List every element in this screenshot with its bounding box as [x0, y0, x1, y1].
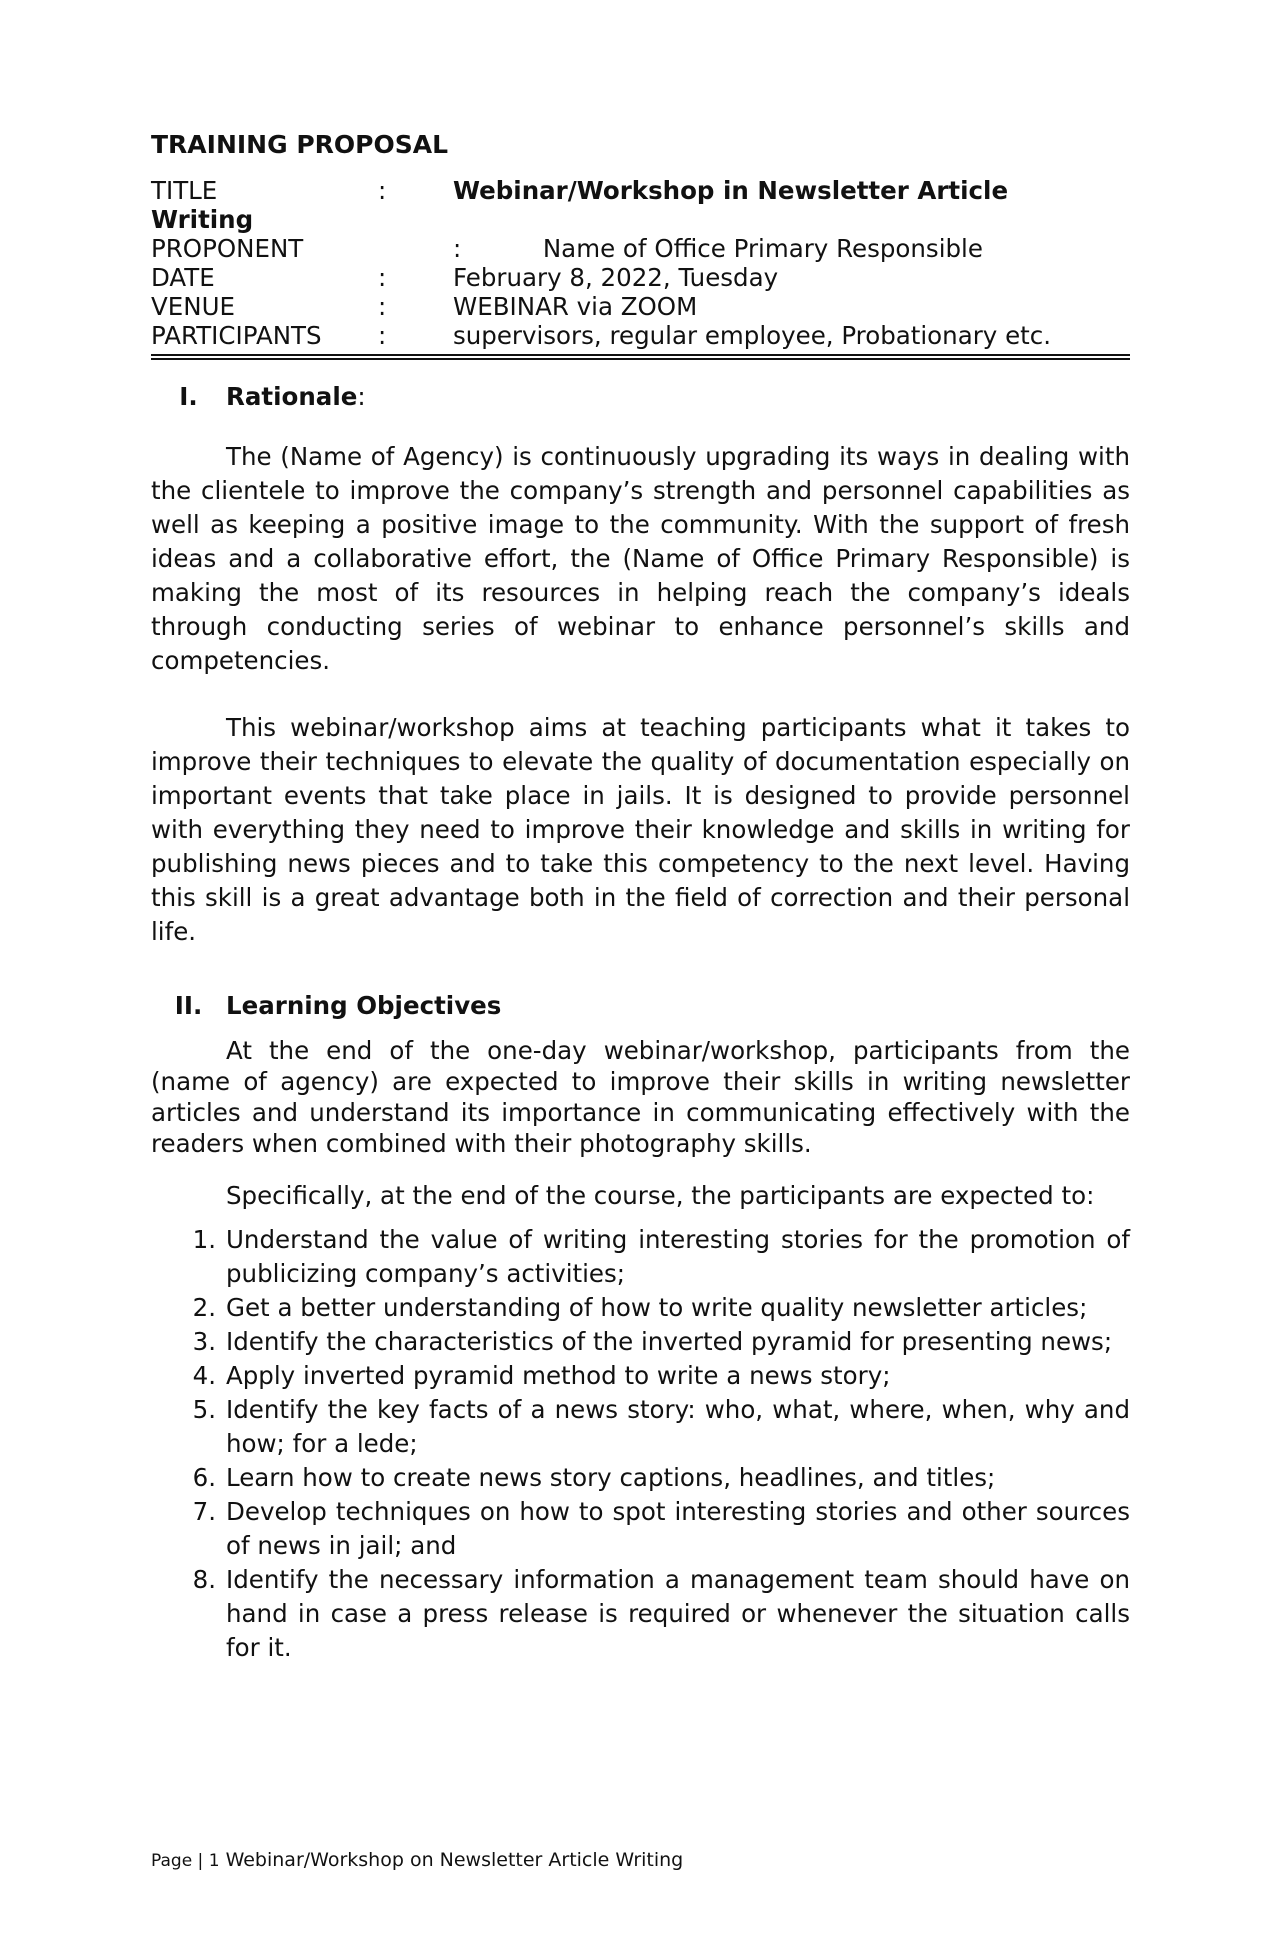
rationale-paragraph-1: The (Name of Agency) is continuously upgrading its ways in dealing with the clientele to improve the company’s strength and personnel capabilities as well as keeping a positive image to the community. With the support of fresh ideas and a collaborative effort, the (Name of Office Primary Responsible) is making the most of its resources in helping reach the company’s ideals through conducting series of webinar to enhance personnel’s skills and competencies.: [151, 442, 1130, 675]
proponent-value: Name of Office Primary Responsible: [542, 234, 983, 263]
list-item: 8. Identify the necessary information a management team should have on hand in case a press release is required or whenever the situation calls for it.: [192, 1565, 1130, 1662]
info-row-title: [151, 176, 1130, 205]
title-separator: :: [378, 176, 387, 205]
proponent-separator: :: [453, 234, 462, 263]
date-separator: :: [378, 263, 387, 292]
list-item: 5. Identify the key facts of a news story: who, what, where, when, why and how; for a lede;: [192, 1395, 1130, 1458]
proposal-info-block: [151, 176, 1130, 360]
date-value: February 8, 2022, Tuesday: [453, 263, 779, 292]
section-number: I.: [179, 382, 198, 411]
section-number: II.: [174, 991, 203, 1020]
info-row-date: [151, 263, 1130, 292]
title-label: TITLE: [151, 176, 218, 205]
venue-label: VENUE: [151, 292, 235, 321]
page-content: [151, 130, 1130, 1665]
title-value-continuation: Writing: [151, 205, 254, 234]
page-number-label: Page | 1: [151, 1851, 220, 1871]
footer-text: Webinar/Workshop on Newsletter Article Writing: [225, 1849, 684, 1871]
list-item: 1. Understand the value of writing interesting stories for the promotion of publicizing company’s activities;: [192, 1225, 1130, 1288]
list-item: 6. Learn how to create news story captions, headlines, and titles;: [192, 1463, 996, 1492]
venue-separator: :: [378, 292, 387, 321]
list-item: 3. Identify the characteristics of the inverted pyramid for presenting news;: [192, 1327, 1113, 1356]
header-divider-top: [151, 354, 1130, 356]
info-row-proponent: [151, 234, 1130, 263]
title-value: Webinar/Workshop in Newsletter Article: [453, 176, 1009, 205]
info-row-participants: [151, 321, 1130, 350]
participants-label: PARTICIPANTS: [151, 321, 322, 350]
objectives-paragraph-2: Specifically, at the end of the course, the participants are expected to:: [226, 1181, 1095, 1210]
objectives-paragraph-1: At the end of the one-day webinar/workshop, participants from the (name of agency) are expected to improve their skills in writing newsletter articles and understand its importance in communicating effectively with the readers when combined with their photography skills.: [151, 1036, 1130, 1158]
participants-value: supervisors, regular employee, Probationary etc.: [453, 321, 1052, 350]
objectives-list: [151, 1223, 1130, 1665]
proponent-label: PROPONENT: [151, 234, 304, 263]
info-row-venue: [151, 292, 1130, 321]
document-heading: TRAINING PROPOSAL: [151, 130, 449, 159]
date-label: DATE: [151, 263, 215, 292]
venue-value: WEBINAR via ZOOM: [453, 292, 698, 321]
section-heading-rationale: [151, 382, 1130, 412]
list-item: 2. Get a better understanding of how to write quality newsletter articles;: [192, 1293, 1088, 1322]
section-heading-objectives: [151, 991, 1130, 1021]
section-title: Rationale:: [226, 382, 366, 411]
list-item: 7. Develop techniques on how to spot interesting stories and other sources of news in jail; and: [192, 1497, 1130, 1560]
page-footer: [151, 1848, 683, 1873]
rationale-paragraph-2: This webinar/workshop aims at teaching participants what it takes to improve their techniques to elevate the quality of documentation especially on important events that take place in jails. It is designed to provide personnel with everything they need to improve their knowledge and skills in writing for publishing news pieces and to take this competency to the next level. Having this skill is a great advantage both in the field of correction and their personal life.: [151, 713, 1130, 946]
participants-separator: :: [378, 321, 387, 350]
list-item: 4. Apply inverted pyramid method to write a news story;: [192, 1361, 891, 1390]
header-divider-bottom: [151, 358, 1130, 360]
section-title: Learning Objectives: [226, 991, 502, 1020]
